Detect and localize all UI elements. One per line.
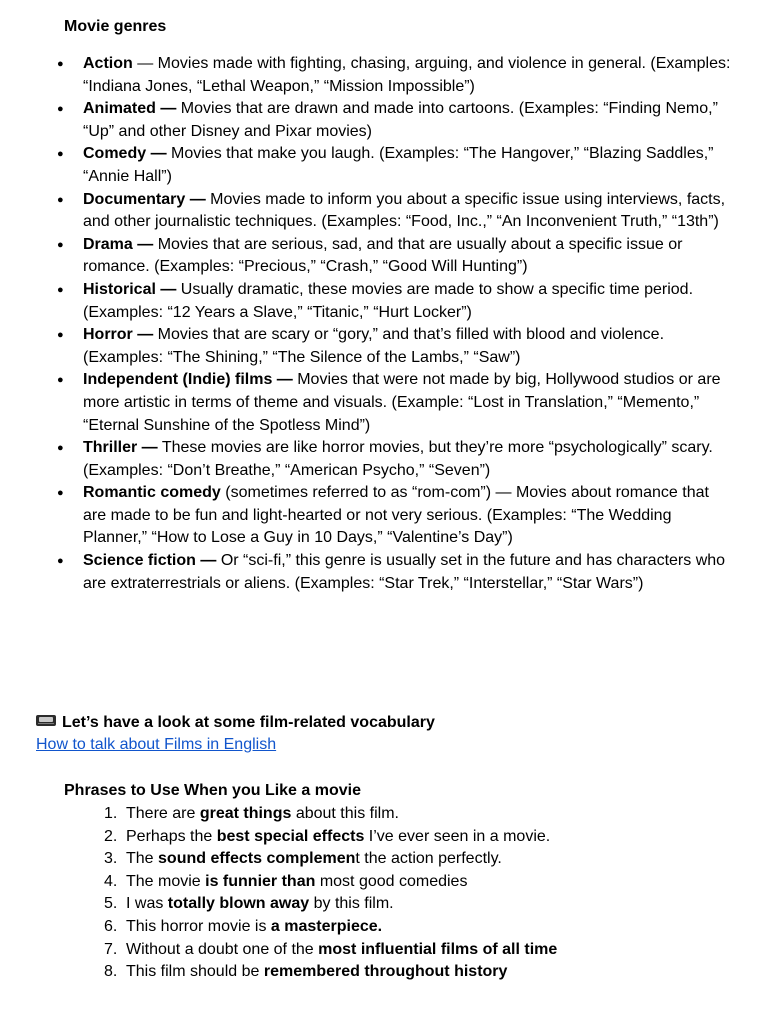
phrases-heading: Phrases to Use When you Like a movie [64,782,361,799]
genre-description: Movies made to inform you about a specific issue using interviews, facts, and other journalistic techniques. (Examples: “Food, Inc.,” “An Inconvenient Truth,” “13th”) [83,190,726,231]
phrase-text-after: I’ve ever seen in a movie. [364,827,551,845]
genre-item [56,53,736,98]
genre-term: Thriller — [83,439,158,457]
genre-item [56,550,736,595]
genre-description: Movies that make you laugh. (Examples: “The Hangover,” “Blazing Saddles,” “Annie Hall”) [83,145,714,185]
genre-item [56,189,736,234]
phrase-text-after: most good comedies [315,872,468,890]
genres-list [56,53,736,595]
phrase-emphasis: is funnier than [205,872,316,890]
genre-item [56,437,736,482]
phrase-text-after: about this film. [291,805,399,822]
genre-description: Movies that were not made by big, Hollywood studios or are more artistic in terms of theme and visuals. (Example: “Lost in Translation,” “Memento,” “Eternal Sunshine of the Spotless Mind”) [83,371,721,434]
genre-term: Horror — [83,326,154,344]
phrase-emphasis: sound effects complemen [158,850,356,868]
genre-description: — Movies made with fighting, chasing, arguing, and violence in general. (Examples: “Indiana Jones, “Lethal Weapon,” “Mission Impossible”) [83,55,731,95]
genres-heading: Movie genres [64,18,167,35]
phrase-item [80,893,740,916]
phrase-number: 1. [104,805,118,822]
genre-item [56,279,736,324]
genre-item [56,482,736,550]
phrase-text-before: This film should be [126,963,264,981]
vocabulary-heading [36,712,435,734]
phrase-item [80,826,740,849]
phrase-number: 7. [104,940,118,958]
phrase-emphasis: a masterpiece. [270,917,383,935]
phrase-text-after: t the action perfectly. [355,850,502,868]
genre-item [56,143,736,188]
genre-description: Usually dramatic, these movies are made to show a specific time period. (Examples: “12 Years a Slave,” “Titanic,” “Hurt Locker”) [83,280,694,321]
phrase-emphasis: remembered throughout history [263,963,508,981]
phrase-text-before: Perhaps the [126,827,217,845]
genre-term: Drama — [83,235,154,253]
genre-item [56,369,736,437]
genre-term: Science fiction — [83,552,217,570]
phrase-number: 5. [104,895,118,913]
genre-term: Animated — [83,100,177,118]
phrase-number: 2. [104,827,118,845]
phrase-item [80,848,740,871]
videocassette-icon [36,715,56,726]
phrase-text-before: There are [126,805,200,822]
phrase-item [80,871,740,894]
genre-term: Romantic comedy [83,484,221,502]
phrase-text-before: I was [126,895,168,913]
phrase-emphasis: totally blown away [167,895,310,913]
genre-description: Movies that are scary or “gory,” and that’s filled with blood and violence. (Examples: “The Shining,” “The Silence of the Lambs,” “Saw”) [83,326,665,366]
phrase-emphasis: most influential films of all time [318,940,558,958]
genre-item [56,234,736,279]
genre-term: Independent (Indie) films — [83,371,293,389]
phrase-item [80,803,740,826]
genre-term: Action [83,55,133,72]
phrase-number: 6. [104,917,118,935]
phrase-emphasis: great things [199,805,292,822]
phrase-text-before: The movie [126,872,206,890]
phrase-text-after: by this film. [309,895,394,913]
genre-description: These movies are like horror movies, but they’re more “psychologically” scary. (Examples: “Don’t Breathe,” “American Psycho,” “Seven”) [83,439,713,479]
phrase-text-before: This horror movie is [126,917,271,935]
genre-term: Historical — [83,280,177,298]
genre-term: Documentary — [83,190,206,208]
phrase-item [80,961,740,984]
phrase-item [80,939,740,962]
genre-description: Movies that are serious, sad, and that are usually about a specific issue or romance. (Examples: “Precious,” “Crash,” “Good Will Hunting”) [83,235,683,276]
genre-description: Or “sci-fi,” this genre is usually set in the future and has characters who are extraterrestrials or aliens. (Examples: “Star Trek,” “Interstellar,” “Star Wars”) [83,552,726,592]
phrase-number: 8. [104,963,118,981]
genre-description: (sometimes referred to as “rom-com”) — Movies about romance that are made to be fun and light-hearted or not very serious. (Examples: “The Wedding Planner,” “How to Lose a Guy in 10 Days,” “Valentine’s Day”) [83,484,709,547]
genre-description: Movies that are drawn and made into cartoons. (Examples: “Finding Nemo,” “Up” and other Disney and Pixar movies) [83,100,718,140]
genre-item [56,324,736,369]
phrase-text-before: The [126,850,159,868]
phrase-emphasis: best special effects [216,827,365,845]
phrase-number: 4. [104,872,118,890]
phrase-text-before: Without a doubt one of the [126,940,319,958]
phrase-number: 3. [104,850,118,868]
vocabulary-heading-text: Let’s have a look at some film-related vocabulary [62,714,435,731]
genre-term: Comedy — [83,145,167,163]
genre-item [56,98,736,143]
films-vocabulary-link[interactable]: How to talk about Films in English [36,736,277,753]
phrases-list [80,803,740,984]
phrase-item [80,916,740,939]
